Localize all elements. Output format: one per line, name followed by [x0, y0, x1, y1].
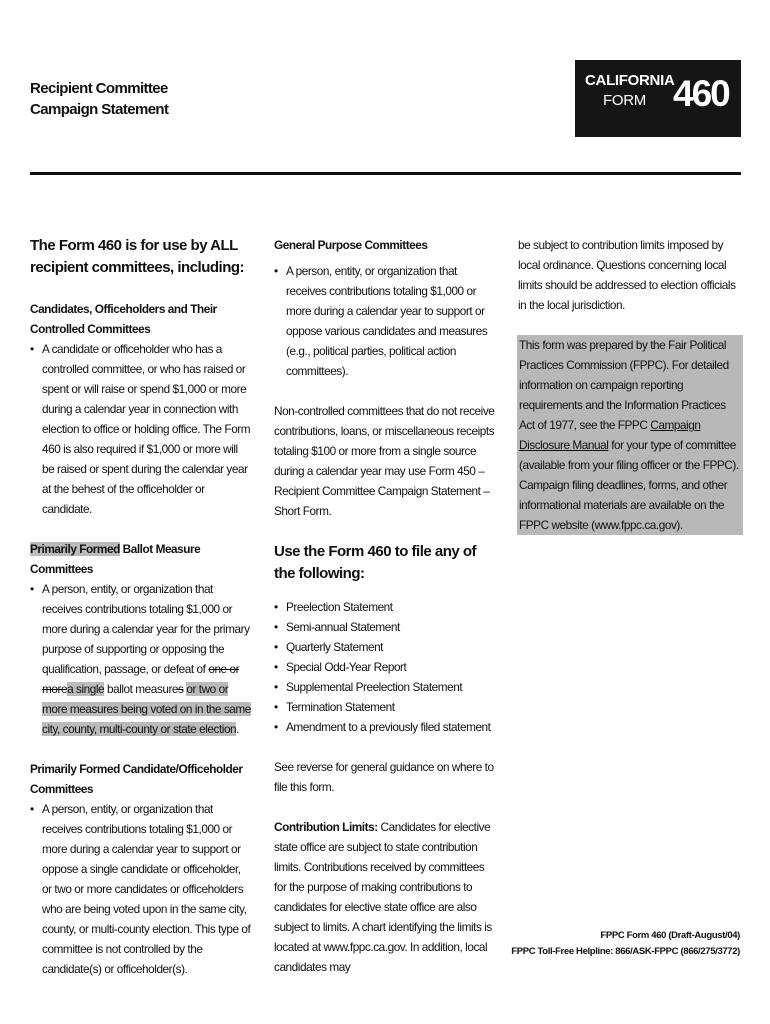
controlled-committees-bullet	[30, 339, 252, 519]
fppc-info-box	[517, 335, 743, 535]
struck-text-2: s	[178, 682, 184, 696]
candidate-committees-heading: Primarily Formed Candidate/Officeholder Committees	[30, 762, 243, 796]
title-line-1: Recipient Committee	[30, 80, 168, 97]
bullet-icon: •	[274, 700, 278, 714]
bullet-text-end: .	[236, 722, 239, 736]
controlled-committees-heading: Candidates, Officeholders and Their Controlled Committees	[30, 302, 217, 336]
contribution-limits-label: Contribution Limits:	[274, 820, 378, 834]
ballot-measure-heading	[30, 539, 252, 579]
noncontrolled-paragraph: Non-controlled committees that do not receive contributions, loans, or miscellaneous receipts totaling $100 or more from a single source during a calendar year may use Form 450 – Recipient Committee Campaign Statement – Short Form.	[274, 404, 495, 518]
heading-rest: Ballot Measure Committees	[30, 542, 201, 576]
local-limits-paragraph: be subject to contribution limits imposed by local ordinance. Questions concerning local limits should be addressed to election officials in the local jurisdiction.	[518, 238, 736, 312]
general-purpose-bullet	[274, 261, 496, 381]
bullet-text: A candidate or officeholder who has a controlled committee, or who has raised or spent or will raise or spend $1,000 or more during a calendar year in connection with election to office or holding office. The Form 460 is also required if $1,000 or more will be raised or spent during the calendar year at the behest of the officeholder or candidate.	[42, 342, 251, 516]
list-item-text: Termination Statement	[286, 700, 395, 714]
page-footer	[511, 928, 740, 960]
column-left	[30, 235, 252, 979]
bullet-icon: •	[30, 342, 34, 356]
bullet-icon: •	[274, 620, 278, 634]
form-number: 460	[673, 73, 729, 114]
list-item	[274, 657, 496, 677]
bullet-text: A person, entity, or organization that receives contributions totaling $1,000 or more during a calendar year to support or oppose various candidates and measures (e.g., political parties, political action committees).	[286, 264, 488, 378]
bullet-icon: •	[30, 802, 34, 816]
list-item-text: Special Odd-Year Report	[286, 660, 407, 674]
candidate-committees-bullet	[30, 799, 252, 979]
list-item	[274, 597, 496, 617]
contribution-limits-paragraph	[274, 817, 496, 977]
form-version: FPPC Form 460 (Draft-August/04)	[600, 930, 740, 941]
list-item-text: Preelection Statement	[286, 600, 393, 614]
list-item-text: Semi-annual Statement	[286, 620, 400, 634]
inserted-text-2: or two or more measures being voted on in the same city, county, multi-county or state election	[42, 682, 251, 736]
contribution-limits-text: Candidates for elective state office are subject to state contribution limits. Contributions received by committees for the purpose of making contributions to candidates for elective state office are also subject to limits. A chart identifying the limits is located at www.fppc.ca.gov. In addition, local candidates may	[274, 820, 492, 974]
bullet-text: A person, entity, or organization that receives contributions totaling $1,000 or more during a calendar year to support or oppose a single candidate or officeholder, or two or more candidates or officeholders who are being voted upon in the same city, county, or multi-county election. This type of committee is not controlled by the candidate(s) or officeholder(s).	[42, 802, 251, 976]
list-item	[274, 697, 496, 717]
list-item	[274, 717, 496, 737]
column-middle	[274, 235, 496, 977]
bullet-icon: •	[274, 264, 278, 278]
use-form-heading: Use the Form 460 to file any of the following:	[274, 543, 477, 582]
disclosure-manual-link[interactable]: Campaign Disclosure Manual	[519, 418, 701, 452]
form-label: FORM	[603, 92, 646, 109]
fppc-info-text-cont: for your type of committee (available from your filing officer or the FPPC). Campaign filing deadlines, forms, and other informational materials are available on the FPPC website (www.fppc.ca.gov).	[519, 438, 739, 532]
intro-heading: The Form 460 is for use by ALL recipient committees, including:	[30, 237, 245, 276]
ballot-measure-bullet	[30, 579, 252, 739]
bullet-icon: •	[30, 582, 34, 596]
title-line-2: Campaign Statement	[30, 101, 169, 118]
list-item-text: Quarterly Statement	[286, 640, 384, 654]
bullet-icon: •	[274, 720, 278, 734]
bullet-icon: •	[274, 680, 278, 694]
statement-type-list	[274, 597, 496, 737]
heading-highlight: Primarily Formed	[30, 542, 120, 556]
column-right	[518, 235, 742, 535]
list-item	[274, 677, 496, 697]
bullet-text: A person, entity, or organization that receives contributions totaling $1,000 or more during a calendar year for the primary purpose of supporting or opposing the qualification, passage, or defeat of	[42, 582, 250, 676]
bullet-text-cont: ballot measure	[104, 682, 179, 696]
list-item	[274, 617, 496, 637]
general-purpose-heading: General Purpose Committees	[274, 238, 428, 252]
helpline: FPPC Toll-Free Helpline: 866/ASK-FPPC (866/275/3772)	[511, 946, 740, 957]
struck-text: one or more	[42, 662, 240, 696]
form-number-box	[575, 60, 741, 137]
bullet-icon: •	[274, 600, 278, 614]
list-item-text: Amendment to a previously filed statement	[286, 720, 491, 734]
bullet-icon: •	[274, 660, 278, 674]
list-item	[274, 637, 496, 657]
header-divider	[30, 172, 741, 175]
california-label: CALIFORNIA	[585, 72, 675, 89]
form-title	[30, 78, 168, 120]
see-reverse-paragraph: See reverse for general guidance on where to file this form.	[274, 760, 494, 794]
fppc-info-text: This form was prepared by the Fair Political Practices Commission (FPPC). For detailed information on campaign reporting requirements and the Information Practices Act of 1977, see the FPPC	[519, 338, 729, 432]
list-item-text: Supplemental Preelection Statement	[286, 680, 463, 694]
inserted-text: a single	[67, 682, 105, 696]
bullet-icon: •	[274, 640, 278, 654]
